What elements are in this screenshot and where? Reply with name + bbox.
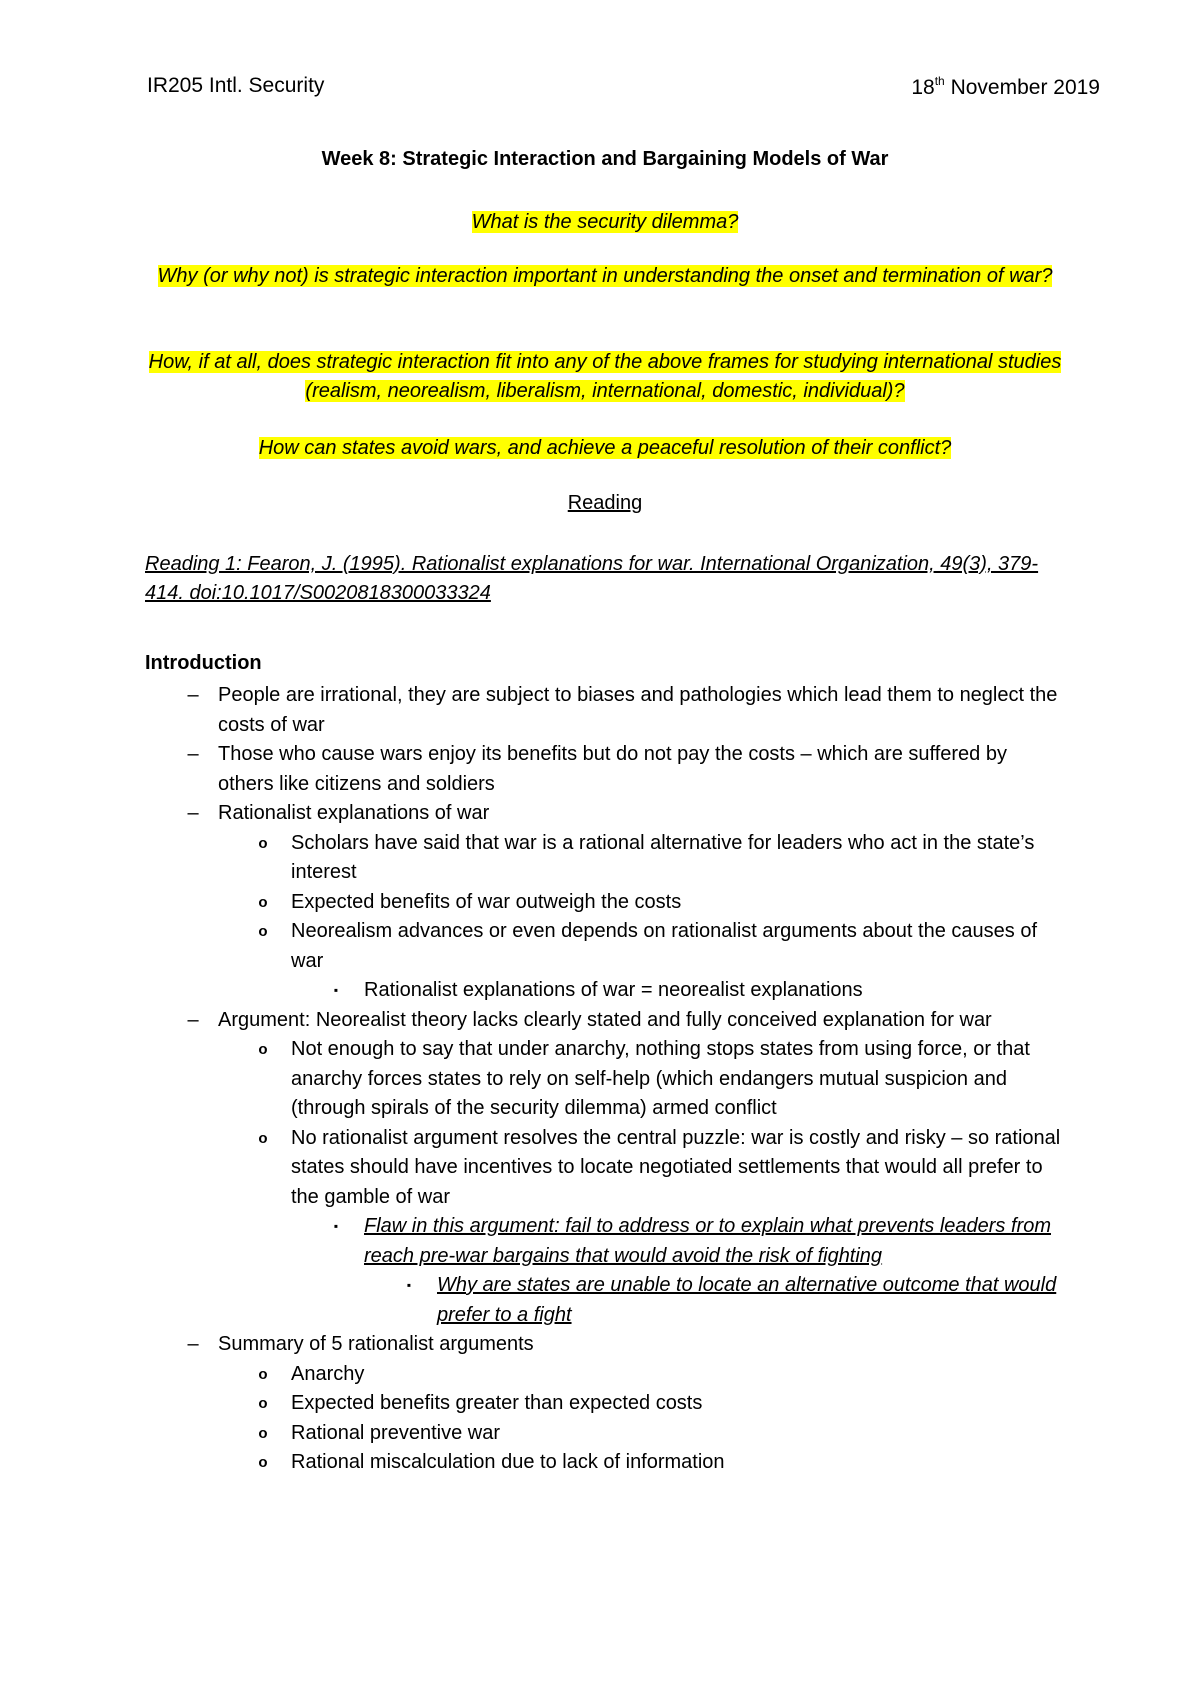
item-text: Argument: Neorealist theory lacks clearly stated and fully conceived explanation for war [218, 1008, 992, 1031]
question-2 [140, 262, 1070, 291]
date-suffix: th [934, 74, 945, 88]
circle-bullet: o [258, 1365, 268, 1383]
page-title: Week 8: Strategic Interaction and Bargaining Models of War [321, 148, 889, 170]
item-text: Why are states are unable to locate an alternative outcome that would prefer to a fight [437, 1274, 1057, 1326]
item-text: Scholars have said that war is a rational alternative for leaders who act in the state’s interest [291, 831, 1035, 883]
list-item [145, 829, 1065, 888]
question-4-text: How can states avoid wars, and achieve a peaceful resolution of their conflict? [258, 437, 952, 459]
circle-bullet: o [258, 1129, 268, 1147]
list-item [145, 681, 1065, 740]
dash-bullet: – [187, 1333, 199, 1355]
item-text: Rationalist explanations of war [218, 802, 490, 824]
question-2-text: Why (or why not) is strategic interaction important in understanding the onset and termination of war? [157, 265, 1053, 287]
dash-bullet: – [187, 802, 199, 824]
dash-bullet: – [187, 684, 199, 706]
question-4 [140, 434, 1070, 463]
list-item [145, 1006, 1065, 1036]
course-header: IR205 Intl. Security [147, 74, 325, 97]
item-text: Summary of 5 rationalist arguments [218, 1333, 534, 1355]
section-heading-introduction: Introduction [145, 652, 262, 674]
list-item [145, 976, 1065, 1006]
question-3-text: How, if at all, does strategic interaction fit into any of the above frames for studying international studies (realism, neorealism, liberalism, international, domestic, individual)? [148, 351, 1062, 402]
dash-bullet: – [187, 743, 199, 765]
circle-bullet: o [258, 834, 268, 852]
list-item [145, 917, 1065, 976]
list-item [145, 1448, 1065, 1478]
circle-bullet: o [258, 1041, 268, 1058]
square-bullet: ▪ [406, 1278, 412, 1292]
item-text: Expected benefits greater than expected costs [291, 1392, 703, 1414]
item-text: Rational miscalculation due to lack of information [291, 1451, 725, 1473]
notes-list [145, 681, 1065, 1478]
reading-heading: Reading [567, 492, 643, 514]
question-3 [140, 348, 1070, 406]
circle-bullet: o [258, 1395, 268, 1412]
item-text: No rationalist argument resolves the central puzzle: war is costly and risky – so rational states should have incentives to locate negotiated settlements that would all prefer to the gamble of war [291, 1126, 1061, 1208]
item-text: Rational preventive war [291, 1421, 500, 1444]
item-text: Not enough to say that under anarchy, nothing stops states from using force, or that anarchy forces states to rely on self-help (which endangers mutual suspicion and (through spirals of the security dilemma) armed conflict [291, 1038, 1030, 1119]
item-text: Anarchy [291, 1362, 365, 1385]
list-item [145, 1124, 1065, 1213]
list-item [145, 1389, 1065, 1419]
list-item [145, 1360, 1065, 1390]
square-bullet: ▪ [333, 983, 339, 997]
circle-bullet: o [258, 1454, 268, 1471]
question-1-text: What is the security dilemma? [471, 211, 739, 233]
date-rest: November 2019 [944, 76, 1100, 99]
circle-bullet: o [258, 923, 268, 940]
date-day: 18 [911, 76, 935, 99]
question-1 [140, 208, 1070, 237]
dash-bullet: – [187, 1008, 199, 1031]
item-text: Rationalist explanations of war = neorealist explanations [364, 979, 863, 1001]
item-text: Those who cause wars enjoy its benefits but do not pay the costs – which are suffered by others like citizens and soldiers [218, 743, 1007, 795]
circle-bullet: o [258, 893, 268, 911]
list-item [145, 1035, 1065, 1124]
item-text: Flaw in this argument: fail to address or to explain what prevents leaders from reach pre-war bargains that would avoid the risk of fighting [364, 1215, 1051, 1267]
item-text: People are irrational, they are subject to biases and pathologies which lead them to neglect the costs of war [218, 684, 1058, 736]
item-text: Neorealism advances or even depends on rationalist arguments about the causes of war [291, 920, 1038, 972]
list-item [145, 1212, 1065, 1271]
square-bullet: ▪ [333, 1219, 339, 1233]
reading-citation: Reading 1: Fearon, J. (1995). Rationalist explanations for war. International Organization, 49(3), 379-414. doi:10.1017/S0020818300033324 [145, 553, 1039, 604]
date-header [911, 74, 1100, 100]
circle-bullet: o [258, 1424, 268, 1442]
list-item [145, 1330, 1065, 1360]
item-text: Expected benefits of war outweigh the costs [291, 890, 682, 913]
list-item [145, 740, 1065, 799]
list-item [145, 1419, 1065, 1449]
list-item [145, 799, 1065, 829]
list-item [145, 1271, 1065, 1330]
list-item [145, 888, 1065, 918]
